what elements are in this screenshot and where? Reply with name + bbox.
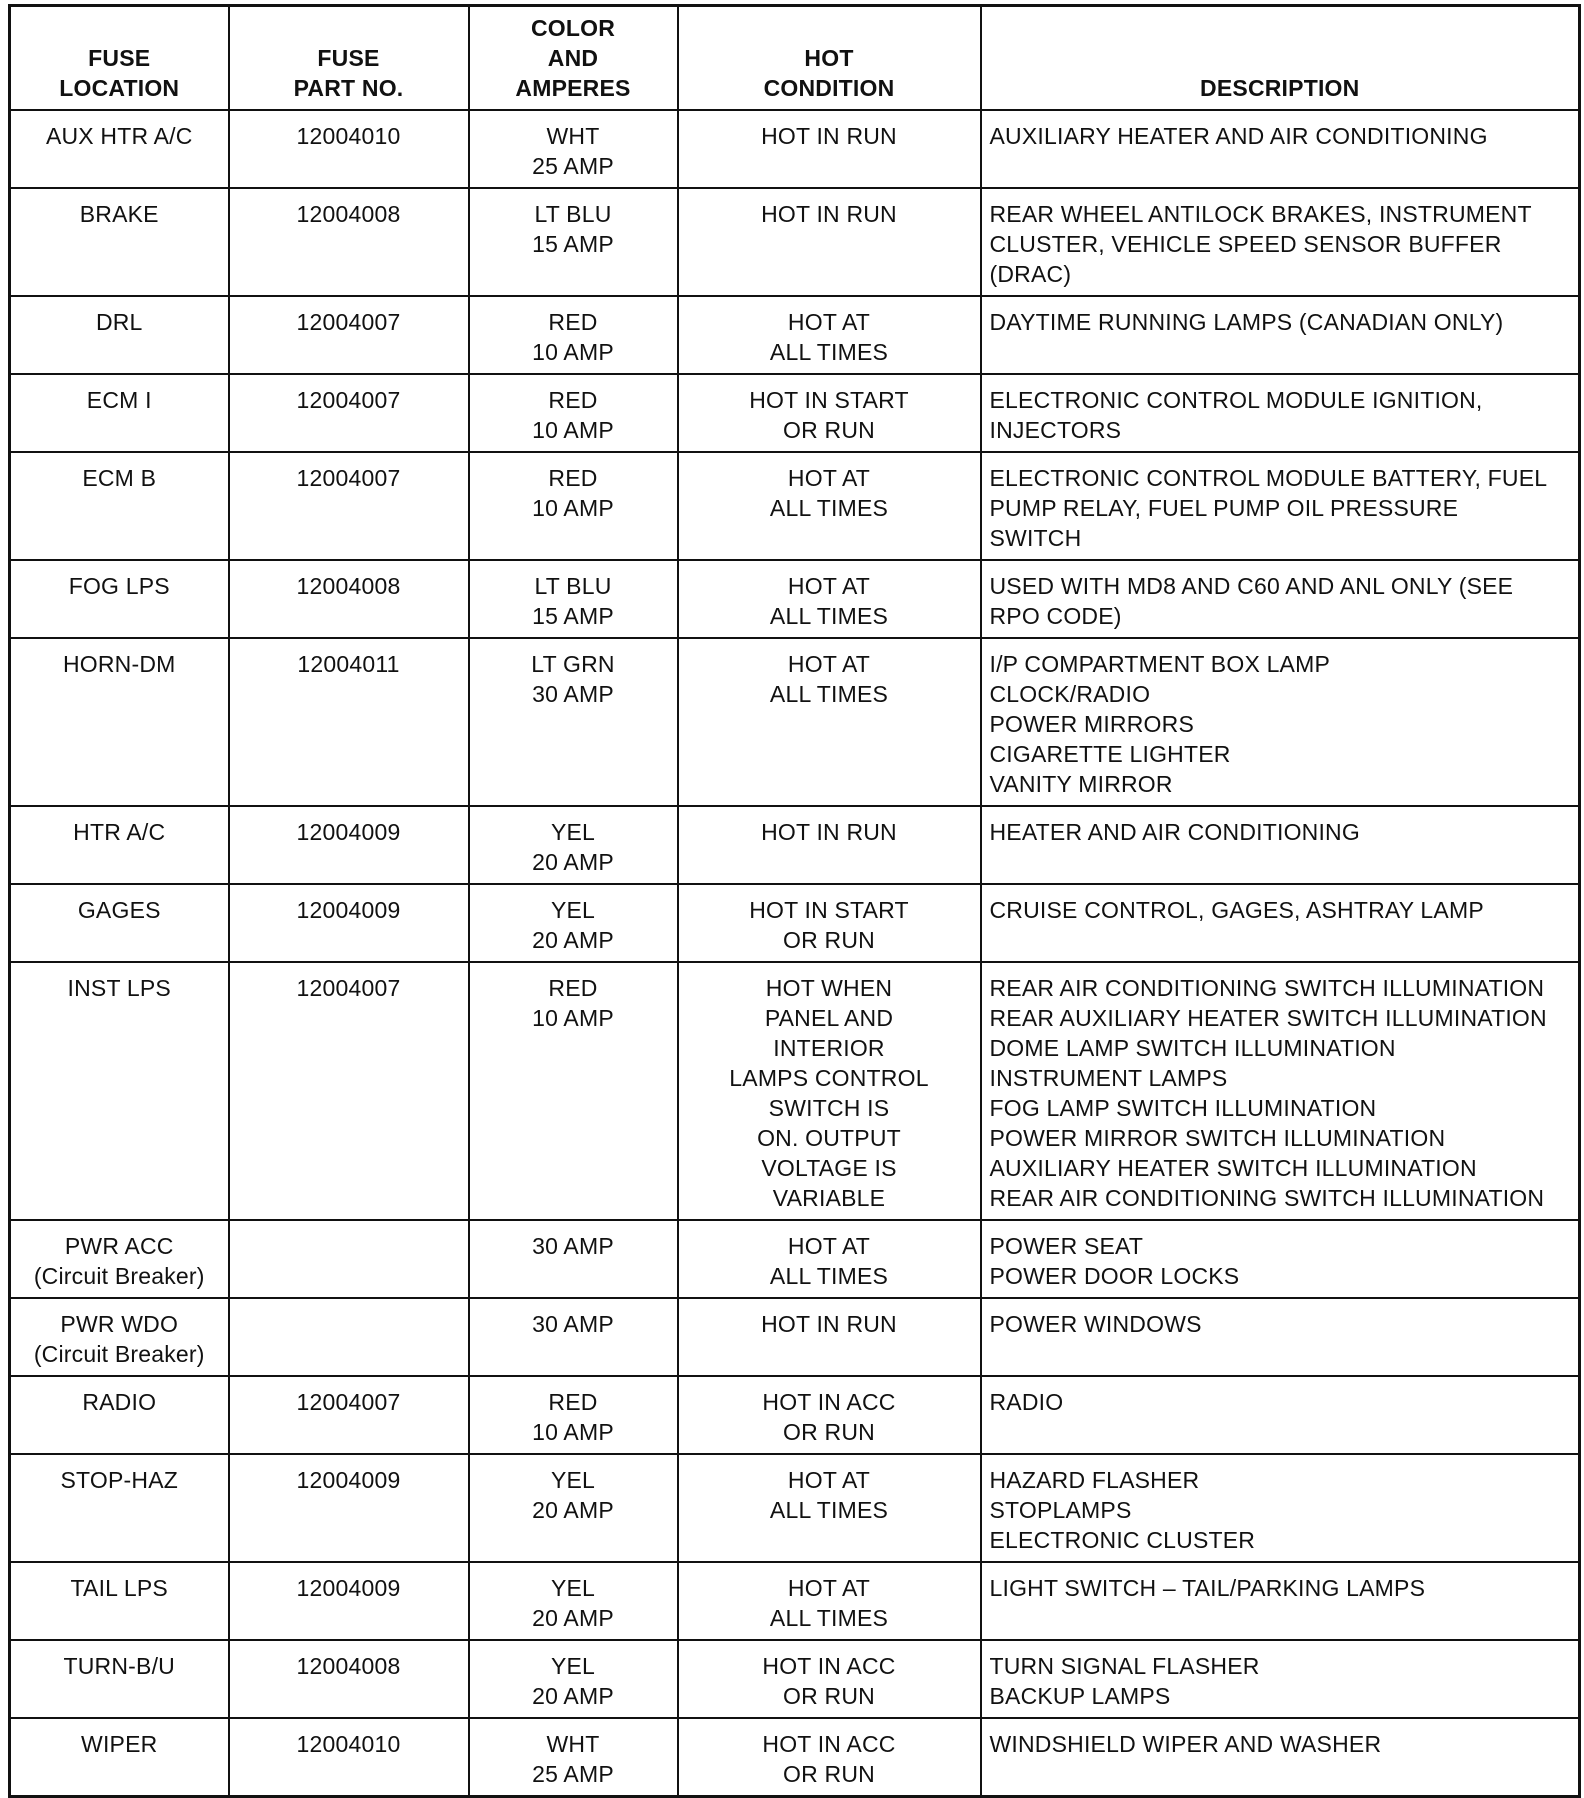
cell-hot-condition: HOT AT ALL TIMES <box>678 1220 981 1298</box>
cell-description: HAZARD FLASHER STOPLAMPS ELECTRONIC CLUSTER <box>981 1454 1580 1562</box>
cell-fuse-location: TURN-B/U <box>10 1640 229 1718</box>
cell-part-no <box>229 1298 469 1376</box>
table-row <box>10 884 1580 962</box>
table-row <box>10 962 1580 1220</box>
cell-color-amperes: LT BLU 15 AMP <box>469 560 678 638</box>
cell-color-amperes: YEL 20 AMP <box>469 1640 678 1718</box>
cell-color-amperes: 30 AMP <box>469 1220 678 1298</box>
table-row <box>10 188 1580 296</box>
cell-description: ELECTRONIC CONTROL MODULE BATTERY, FUEL PUMP RELAY, FUEL PUMP OIL PRESSURE SWITCH <box>981 452 1580 560</box>
cell-part-no: 12004009 <box>229 806 469 884</box>
cell-description: I/P COMPARTMENT BOX LAMP CLOCK/RADIO POWER MIRRORS CIGARETTE LIGHTER VANITY MIRROR <box>981 638 1580 806</box>
cell-hot-condition: HOT AT ALL TIMES <box>678 452 981 560</box>
cell-hot-condition: HOT AT ALL TIMES <box>678 638 981 806</box>
cell-description: CRUISE CONTROL, GAGES, ASHTRAY LAMP <box>981 884 1580 962</box>
cell-description: POWER SEAT POWER DOOR LOCKS <box>981 1220 1580 1298</box>
cell-part-no: 12004009 <box>229 884 469 962</box>
cell-fuse-location: AUX HTR A/C <box>10 110 229 188</box>
fuse-table-body <box>10 110 1580 1797</box>
cell-part-no: 12004009 <box>229 1454 469 1562</box>
table-row <box>10 296 1580 374</box>
cell-part-no: 12004009 <box>229 1562 469 1640</box>
cell-part-no: 12004007 <box>229 962 469 1220</box>
table-row <box>10 1376 1580 1454</box>
cell-color-amperes: WHT 25 AMP <box>469 1718 678 1797</box>
header-row <box>10 6 1580 111</box>
cell-hot-condition: HOT AT ALL TIMES <box>678 560 981 638</box>
cell-part-no: 12004011 <box>229 638 469 806</box>
table-row <box>10 1220 1580 1298</box>
cell-part-no: 12004007 <box>229 374 469 452</box>
cell-hot-condition: HOT IN RUN <box>678 188 981 296</box>
cell-hot-condition: HOT AT ALL TIMES <box>678 1454 981 1562</box>
cell-fuse-location: STOP-HAZ <box>10 1454 229 1562</box>
cell-fuse-location: PWR ACC (Circuit Breaker) <box>10 1220 229 1298</box>
fuse-chart-page <box>8 4 1578 1798</box>
cell-description: HEATER AND AIR CONDITIONING <box>981 806 1580 884</box>
cell-fuse-location: BRAKE <box>10 188 229 296</box>
cell-color-amperes: RED 10 AMP <box>469 296 678 374</box>
header-fuse-part-no: FUSE PART NO. <box>229 6 469 111</box>
header-description: DESCRIPTION <box>981 6 1580 111</box>
cell-part-no: 12004007 <box>229 1376 469 1454</box>
cell-hot-condition: HOT WHEN PANEL AND INTERIOR LAMPS CONTROL SWITCH IS ON. OUTPUT VOLTAGE IS VARIABLE <box>678 962 981 1220</box>
header-fuse-location: FUSE LOCATION <box>10 6 229 111</box>
cell-description: REAR WHEEL ANTILOCK BRAKES, INSTRUMENT CLUSTER, VEHICLE SPEED SENSOR BUFFER (DRAC) <box>981 188 1580 296</box>
cell-fuse-location: INST LPS <box>10 962 229 1220</box>
cell-description: REAR AIR CONDITIONING SWITCH ILLUMINATION REAR AUXILIARY HEATER SWITCH ILLUMINATION DOME LAMP SWITCH ILLUMINATION INSTRUMENT LAMPS FOG LAMP SWITCH ILLUMINATION POWER MIRROR SWITCH ILLUMINATION AUXILIARY HEATER SWITCH ILLUMINATION REAR AIR CONDITIONING SWITCH ILLUMINATION <box>981 962 1580 1220</box>
table-row <box>10 638 1580 806</box>
cell-part-no: 12004008 <box>229 188 469 296</box>
cell-hot-condition: HOT IN ACC OR RUN <box>678 1376 981 1454</box>
cell-part-no: 12004010 <box>229 110 469 188</box>
cell-fuse-location: PWR WDO (Circuit Breaker) <box>10 1298 229 1376</box>
cell-color-amperes: WHT 25 AMP <box>469 110 678 188</box>
cell-hot-condition: HOT IN START OR RUN <box>678 884 981 962</box>
cell-color-amperes: LT BLU 15 AMP <box>469 188 678 296</box>
table-row <box>10 560 1580 638</box>
cell-fuse-location: TAIL LPS <box>10 1562 229 1640</box>
table-row <box>10 110 1580 188</box>
cell-description: RADIO <box>981 1376 1580 1454</box>
cell-description: TURN SIGNAL FLASHER BACKUP LAMPS <box>981 1640 1580 1718</box>
cell-hot-condition: HOT IN ACC OR RUN <box>678 1640 981 1718</box>
cell-color-amperes: YEL 20 AMP <box>469 1562 678 1640</box>
cell-color-amperes: 30 AMP <box>469 1298 678 1376</box>
cell-hot-condition: HOT IN ACC OR RUN <box>678 1718 981 1797</box>
cell-color-amperes: YEL 20 AMP <box>469 884 678 962</box>
cell-color-amperes: RED 10 AMP <box>469 452 678 560</box>
cell-color-amperes: RED 10 AMP <box>469 1376 678 1454</box>
cell-fuse-location: WIPER <box>10 1718 229 1797</box>
table-row <box>10 1562 1580 1640</box>
table-row <box>10 374 1580 452</box>
cell-color-amperes: RED 10 AMP <box>469 962 678 1220</box>
cell-part-no: 12004008 <box>229 560 469 638</box>
cell-part-no <box>229 1220 469 1298</box>
cell-hot-condition: HOT IN RUN <box>678 806 981 884</box>
cell-description: LIGHT SWITCH – TAIL/PARKING LAMPS <box>981 1562 1580 1640</box>
header-color-amperes: COLOR AND AMPERES <box>469 6 678 111</box>
cell-description: AUXILIARY HEATER AND AIR CONDITIONING <box>981 110 1580 188</box>
cell-part-no: 12004007 <box>229 452 469 560</box>
cell-description: WINDSHIELD WIPER AND WASHER <box>981 1718 1580 1797</box>
table-row <box>10 452 1580 560</box>
table-row <box>10 1298 1580 1376</box>
table-row <box>10 806 1580 884</box>
cell-description: USED WITH MD8 AND C60 AND ANL ONLY (SEE RPO CODE) <box>981 560 1580 638</box>
cell-hot-condition: HOT AT ALL TIMES <box>678 1562 981 1640</box>
cell-fuse-location: HTR A/C <box>10 806 229 884</box>
fuse-table <box>8 4 1581 1798</box>
cell-fuse-location: GAGES <box>10 884 229 962</box>
cell-part-no: 12004010 <box>229 1718 469 1797</box>
cell-description: DAYTIME RUNNING LAMPS (CANADIAN ONLY) <box>981 296 1580 374</box>
table-row <box>10 1718 1580 1797</box>
cell-description: ELECTRONIC CONTROL MODULE IGNITION, INJECTORS <box>981 374 1580 452</box>
cell-hot-condition: HOT AT ALL TIMES <box>678 296 981 374</box>
cell-fuse-location: ECM B <box>10 452 229 560</box>
cell-part-no: 12004007 <box>229 296 469 374</box>
cell-hot-condition: HOT IN START OR RUN <box>678 374 981 452</box>
table-row <box>10 1454 1580 1562</box>
cell-fuse-location: HORN-DM <box>10 638 229 806</box>
cell-color-amperes: LT GRN 30 AMP <box>469 638 678 806</box>
cell-hot-condition: HOT IN RUN <box>678 1298 981 1376</box>
cell-fuse-location: RADIO <box>10 1376 229 1454</box>
cell-hot-condition: HOT IN RUN <box>678 110 981 188</box>
cell-fuse-location: ECM I <box>10 374 229 452</box>
cell-fuse-location: DRL <box>10 296 229 374</box>
header-hot-condition: HOT CONDITION <box>678 6 981 111</box>
cell-color-amperes: YEL 20 AMP <box>469 806 678 884</box>
cell-color-amperes: RED 10 AMP <box>469 374 678 452</box>
cell-color-amperes: YEL 20 AMP <box>469 1454 678 1562</box>
cell-part-no: 12004008 <box>229 1640 469 1718</box>
table-row <box>10 1640 1580 1718</box>
cell-fuse-location: FOG LPS <box>10 560 229 638</box>
cell-description: POWER WINDOWS <box>981 1298 1580 1376</box>
